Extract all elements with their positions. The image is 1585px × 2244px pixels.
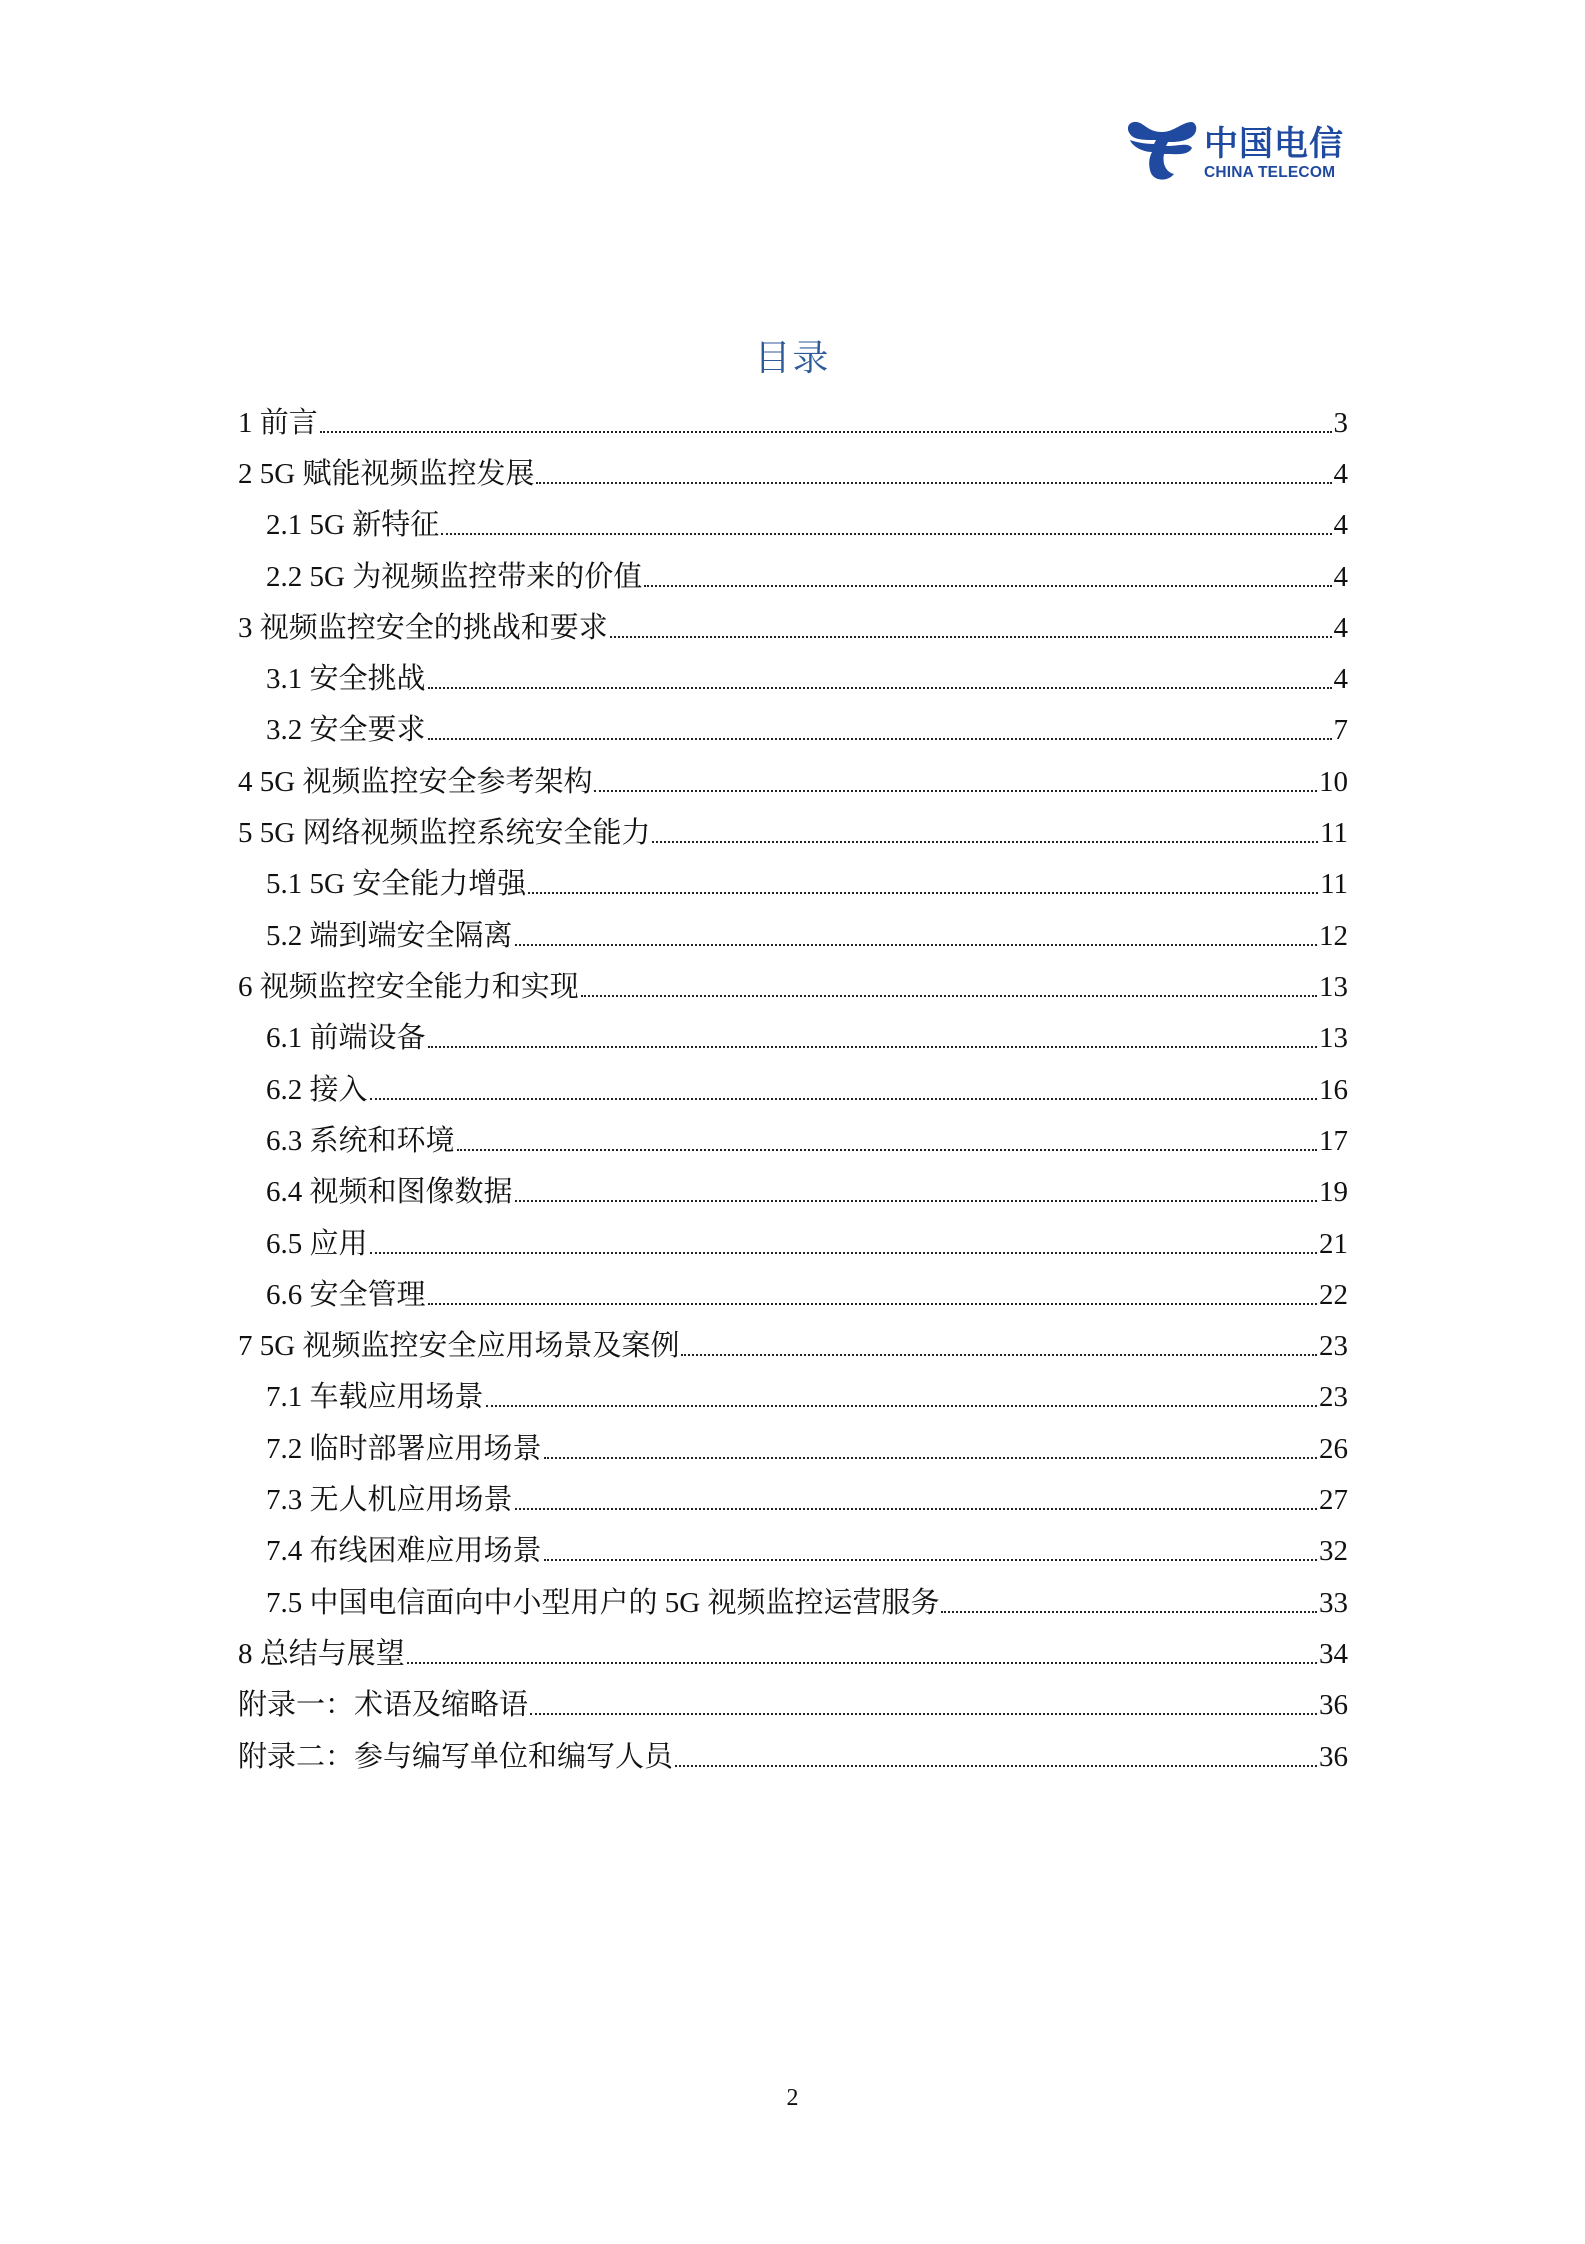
toc-entry[interactable] xyxy=(266,1015,1348,1061)
toc-entry[interactable] xyxy=(266,1272,1348,1318)
toc-entry-page: 4 xyxy=(1333,509,1348,541)
toc-entry[interactable] xyxy=(266,1221,1348,1267)
logo-name-en: CHINA TELECOM xyxy=(1204,164,1336,181)
toc-entry[interactable] xyxy=(266,502,1348,548)
toc-entry[interactable] xyxy=(266,913,1348,959)
toc-entry[interactable] xyxy=(266,554,1348,600)
toc-leader-dots xyxy=(426,656,1334,702)
toc-entry-page: 11 xyxy=(1320,868,1348,900)
toc-entry-page: 34 xyxy=(1319,1638,1348,1670)
toc-entry[interactable] xyxy=(238,1734,1348,1780)
toc-entry-label: 7.1 车载应用场景 xyxy=(266,1381,484,1413)
toc-leader-dots xyxy=(579,964,1319,1010)
toc-entry[interactable] xyxy=(238,810,1348,856)
toc-leader-dots xyxy=(405,1631,1319,1677)
toc-leader-dots xyxy=(368,1067,1319,1113)
toc-entry[interactable] xyxy=(266,656,1348,702)
toc-leader-dots xyxy=(513,1477,1319,1523)
toc-entry-page: 22 xyxy=(1319,1279,1348,1311)
toc-entry-label: 5.2 端到端安全隔离 xyxy=(266,920,513,952)
toc-leader-dots xyxy=(592,759,1319,805)
toc-entry-label: 6 视频监控安全能力和实现 xyxy=(238,971,579,1003)
toc-entry[interactable] xyxy=(238,1682,1348,1728)
toc-leader-dots xyxy=(542,1426,1319,1472)
toc-leader-dots xyxy=(318,400,1334,446)
toc-entry-page: 4 xyxy=(1333,612,1348,644)
toc-leader-dots xyxy=(426,707,1334,753)
toc-leader-dots xyxy=(679,1323,1319,1369)
toc-entry-page: 26 xyxy=(1319,1433,1348,1465)
toc-leader-dots xyxy=(426,1015,1319,1061)
toc-entry-label: 8 总结与展望 xyxy=(238,1638,405,1670)
toc-leader-dots xyxy=(513,913,1319,959)
toc-entry-label: 6.1 前端设备 xyxy=(266,1022,426,1054)
toc-leader-dots xyxy=(642,554,1333,600)
toc-leader-dots xyxy=(534,451,1333,497)
toc-entry-page: 21 xyxy=(1319,1228,1348,1260)
toc-entry[interactable] xyxy=(238,1323,1348,1369)
toc-entry-page: 32 xyxy=(1319,1535,1348,1567)
toc-entry[interactable] xyxy=(238,400,1348,446)
toc-entry-page: 4 xyxy=(1333,458,1348,490)
toc-entry-page: 27 xyxy=(1319,1484,1348,1516)
toc-entry[interactable] xyxy=(266,861,1348,907)
toc-entry-page: 36 xyxy=(1319,1741,1348,1773)
toc-leader-dots xyxy=(608,605,1334,651)
toc-entry-label: 6.3 系统和环境 xyxy=(266,1125,455,1157)
toc-entry[interactable] xyxy=(238,605,1348,651)
toc-entry-label: 2.2 5G 为视频监控带来的价值 xyxy=(266,561,643,593)
toc-entry-page: 19 xyxy=(1319,1176,1348,1208)
toc-entry-label: 7.5 中国电信面向中小型用户的 5G 视频监控运营服务 xyxy=(266,1587,940,1619)
toc-entry[interactable] xyxy=(238,1631,1348,1677)
toc-entry-label: 7 5G 视频监控安全应用场景及案例 xyxy=(238,1330,680,1362)
logo-name-cn: 中国电信 xyxy=(1204,124,1344,164)
toc-entry-label: 2.1 5G 新特征 xyxy=(266,509,440,541)
toc-entry[interactable] xyxy=(266,1374,1348,1420)
toc-leader-dots xyxy=(939,1580,1319,1626)
toc-entry-label: 7.2 临时部署应用场景 xyxy=(266,1433,542,1465)
toc-leader-dots xyxy=(513,1169,1319,1215)
toc-entry-label: 7.4 布线困难应用场景 xyxy=(266,1535,542,1567)
toc-entry[interactable] xyxy=(266,1169,1348,1215)
toc-leader-dots xyxy=(673,1734,1319,1780)
toc-leader-dots xyxy=(368,1221,1319,1267)
toc-entry-page: 4 xyxy=(1333,663,1348,695)
toc-title: 目录 xyxy=(754,338,831,379)
china-telecom-logo-icon xyxy=(1122,112,1200,192)
toc-entry-page: 33 xyxy=(1319,1587,1348,1619)
toc-entry-label: 6.4 视频和图像数据 xyxy=(266,1176,513,1208)
toc-leader-dots xyxy=(484,1374,1319,1420)
toc-entry[interactable] xyxy=(266,1477,1348,1523)
toc-entry-label: 3.2 安全要求 xyxy=(266,714,426,746)
toc-entry[interactable] xyxy=(238,759,1348,805)
toc-leader-dots xyxy=(526,861,1320,907)
toc-entry-page: 16 xyxy=(1319,1074,1348,1106)
toc-entry-page: 3 xyxy=(1333,407,1348,439)
toc-entry[interactable] xyxy=(238,451,1348,497)
toc-entry-label: 3 视频监控安全的挑战和要求 xyxy=(238,612,608,644)
toc-entry-page: 7 xyxy=(1333,714,1348,746)
toc-entry-label: 6.6 安全管理 xyxy=(266,1279,426,1311)
toc-leader-dots xyxy=(528,1682,1319,1728)
toc-leader-dots xyxy=(439,502,1333,548)
toc-entry-page: 36 xyxy=(1319,1689,1348,1721)
china-telecom-logo xyxy=(1122,112,1352,192)
toc-entry-page: 10 xyxy=(1319,766,1348,798)
toc-leader-dots xyxy=(455,1118,1319,1164)
toc-entry-label: 5 5G 网络视频监控系统安全能力 xyxy=(238,817,651,849)
toc-entry[interactable] xyxy=(266,1067,1348,1113)
toc-entry[interactable] xyxy=(266,1426,1348,1472)
toc-entry-label: 2 5G 赋能视频监控发展 xyxy=(238,458,535,490)
toc-leader-dots xyxy=(542,1528,1319,1574)
toc-entry-label: 7.3 无人机应用场景 xyxy=(266,1484,513,1516)
toc-entry-label: 1 前言 xyxy=(238,407,318,439)
toc-entry-label: 3.1 安全挑战 xyxy=(266,663,426,695)
toc-entry-page: 23 xyxy=(1319,1381,1348,1413)
toc-entry-label: 6.5 应用 xyxy=(266,1228,368,1260)
toc-entry-page: 17 xyxy=(1319,1125,1348,1157)
toc-entry-page: 4 xyxy=(1333,561,1348,593)
toc-entry[interactable] xyxy=(266,1118,1348,1164)
toc-entry-page: 13 xyxy=(1319,1022,1348,1054)
toc-entry[interactable] xyxy=(266,707,1348,753)
page-number: 2 xyxy=(786,2085,799,2111)
toc-entry-label: 附录二：参与编写单位和编写人员 xyxy=(238,1741,674,1773)
toc-entry-label: 附录一：术语及缩略语 xyxy=(238,1689,529,1721)
toc-entry[interactable] xyxy=(266,1580,1348,1626)
toc-leader-dots xyxy=(650,810,1320,856)
toc-entry-page: 13 xyxy=(1319,971,1348,1003)
toc-entry-page: 23 xyxy=(1319,1330,1348,1362)
toc-entry[interactable] xyxy=(238,964,1348,1010)
toc-entry-label: 4 5G 视频监控安全参考架构 xyxy=(238,766,593,798)
toc-entry-page: 11 xyxy=(1320,817,1348,849)
toc-entry-label: 6.2 接入 xyxy=(266,1074,368,1106)
toc-entry-page: 12 xyxy=(1319,920,1348,952)
toc-entry-label: 5.1 5G 安全能力增强 xyxy=(266,868,527,900)
toc-leader-dots xyxy=(426,1272,1319,1318)
toc-entry[interactable] xyxy=(266,1528,1348,1574)
